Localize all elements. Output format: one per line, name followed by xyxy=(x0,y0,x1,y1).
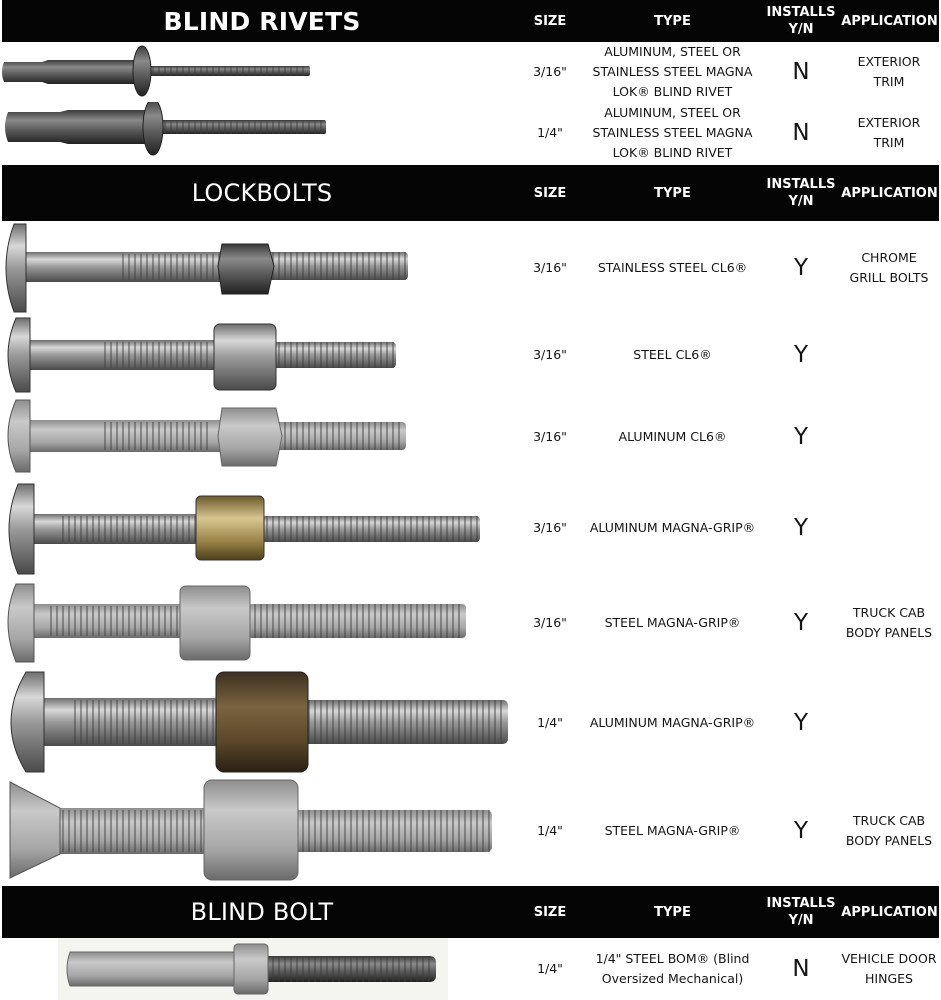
section-title: BLIND RIVETS xyxy=(163,6,361,36)
blind-bolt-image xyxy=(0,938,510,1000)
column-header-installs-line1: INSTALLS xyxy=(766,5,836,20)
column-header-installs-line2: Y/N xyxy=(788,22,814,37)
type-value: STAINLESS STEEL CL6® xyxy=(597,260,748,275)
type-value: STEEL CL6® xyxy=(633,347,712,362)
size-value: 1/4" xyxy=(537,125,563,140)
application-value xyxy=(838,396,940,478)
size-value: 1/4" xyxy=(537,715,563,730)
size-value: 3/16" xyxy=(533,260,567,275)
installs-value: Y xyxy=(793,610,809,636)
installs-value: Y xyxy=(793,710,809,736)
type-value: ALUMINUM, STEEL OR STAINLESS STEEL MAGNA LOK® BLIND RIVET xyxy=(592,44,753,99)
table-row xyxy=(0,222,941,314)
column-header-size: SIZE xyxy=(533,904,567,920)
lockbolt-image xyxy=(0,578,510,668)
table-row xyxy=(0,396,941,478)
column-header-application: APPLICATION xyxy=(841,185,938,201)
rivet-image xyxy=(0,42,330,102)
column-header-size: SIZE xyxy=(533,13,567,29)
size-value: 3/16" xyxy=(533,64,567,79)
column-header-type: TYPE xyxy=(654,185,691,201)
application-value xyxy=(838,478,940,578)
installs-value: N xyxy=(792,956,810,982)
section-title: LOCKBOLTS xyxy=(191,179,333,207)
column-header-type: TYPE xyxy=(654,904,691,920)
size-value: 3/16" xyxy=(533,347,567,362)
application-value: TRUCK CAB BODY PANELS xyxy=(845,605,933,640)
size-value: 1/4" xyxy=(537,823,563,838)
type-value: 1/4" STEEL BOM® (Blind Oversized Mechanical) xyxy=(595,951,750,986)
table-row xyxy=(0,314,941,396)
application-value: EXTERIOR TRIM xyxy=(857,115,921,150)
column-header-installs-line1: INSTALLS xyxy=(766,896,836,911)
application-value: EXTERIOR TRIM xyxy=(857,54,921,89)
lockbolt-image xyxy=(0,478,510,578)
application-value xyxy=(838,314,940,396)
column-header-installs xyxy=(768,886,834,938)
type-value: ALUMINUM, STEEL OR STAINLESS STEEL MAGNA LOK® BLIND RIVET xyxy=(592,105,753,160)
lockbolt-image xyxy=(0,222,510,314)
installs-value: Y xyxy=(793,424,809,450)
size-value: 3/16" xyxy=(533,615,567,630)
table-row xyxy=(0,42,941,102)
lockbolt-image xyxy=(0,396,510,478)
rivet-image xyxy=(0,102,330,164)
column-header-application: APPLICATION xyxy=(841,904,938,920)
column-header-application: APPLICATION xyxy=(841,13,938,29)
size-value: 3/16" xyxy=(533,429,567,444)
type-value: STEEL MAGNA-GRIP® xyxy=(604,823,741,838)
column-header-installs-line1: INSTALLS xyxy=(766,177,836,192)
application-value: VEHICLE DOOR HINGES xyxy=(841,951,937,986)
application-value: CHROME GRILL BOLTS xyxy=(849,250,929,285)
type-value: STEEL MAGNA-GRIP® xyxy=(604,615,741,630)
section-header-blind-rivets xyxy=(2,0,939,42)
table-row xyxy=(0,578,941,668)
size-value: 1/4" xyxy=(537,961,563,976)
installs-value: N xyxy=(792,120,810,146)
size-value: 3/16" xyxy=(533,520,567,535)
installs-value: Y xyxy=(793,515,809,541)
column-header-installs-line2: Y/N xyxy=(788,194,814,209)
type-value: ALUMINUM MAGNA-GRIP® xyxy=(589,520,756,535)
type-value: ALUMINUM MAGNA-GRIP® xyxy=(589,715,756,730)
installs-value: Y xyxy=(793,255,809,281)
table-row xyxy=(0,778,941,884)
application-value xyxy=(838,668,940,778)
table-row xyxy=(0,102,941,164)
column-header-size: SIZE xyxy=(533,185,567,201)
installs-value: Y xyxy=(793,342,809,368)
application-value: TRUCK CAB BODY PANELS xyxy=(845,813,933,848)
table-row xyxy=(0,478,941,578)
column-header-installs xyxy=(768,0,834,42)
table-row xyxy=(0,938,941,1000)
type-value: ALUMINUM CL6® xyxy=(618,429,727,444)
lockbolt-image xyxy=(0,668,510,778)
section-title: BLIND BOLT xyxy=(190,898,334,926)
column-header-installs-line2: Y/N xyxy=(788,913,814,928)
column-header-installs xyxy=(768,165,834,221)
lockbolt-image xyxy=(0,314,510,396)
installs-value: Y xyxy=(793,818,809,844)
section-header-blind-bolt xyxy=(2,886,939,938)
column-header-type: TYPE xyxy=(654,13,691,29)
installs-value: N xyxy=(792,59,810,85)
table-row xyxy=(0,668,941,778)
lockbolt-image xyxy=(0,778,510,884)
section-header-lockbolts xyxy=(2,165,939,221)
